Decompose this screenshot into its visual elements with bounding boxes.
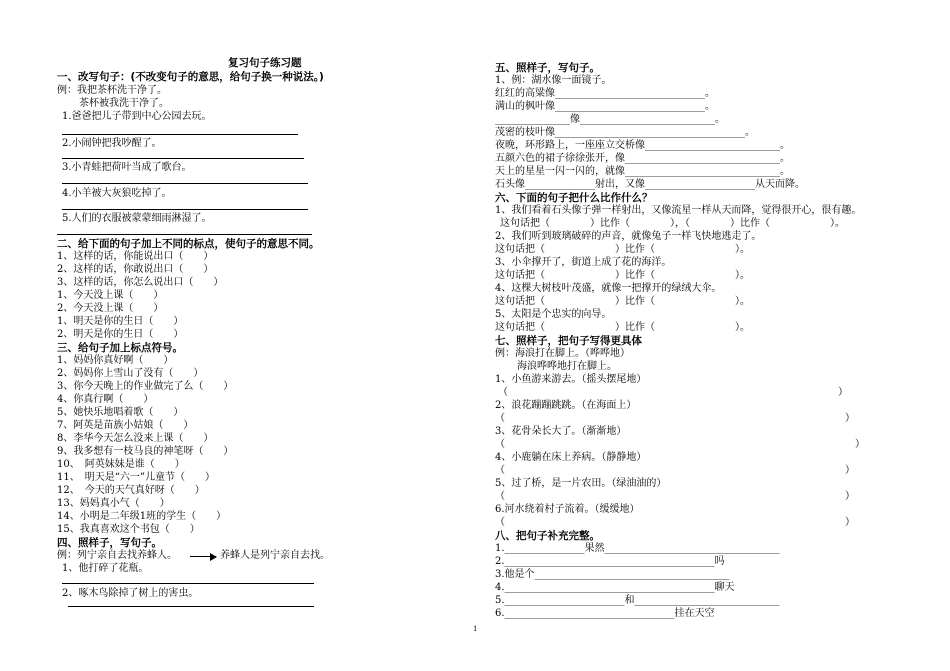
exercise-line: 这句话把（ ）比作（ ）。 [495, 296, 750, 307]
exercise-line: 1.爸爸把儿子带到中心公园去玩。 [62, 111, 212, 122]
exercise-line: 1、这样的话，你能说出口（ ） [57, 251, 214, 262]
exercise-line: 5、她快乐地唱着歌（ ） [57, 407, 184, 418]
section-heading: 五、照样子，写句子。 [495, 62, 600, 74]
arrow-icon [190, 556, 216, 557]
section-heading: 一、改写句子：(不改变句子的意思，给句子换一种说法。) [57, 71, 324, 83]
exercise-line: 10、 阿英妹妹是谁（ ） [57, 459, 185, 470]
exercise-line: 11、 明天是“六一”儿童节（ ） [57, 472, 215, 483]
section-heading: 四、照样子，写句子。 [57, 537, 162, 549]
exercise-line: 天上的星星一闪一闪的，就像_______________________________。 [495, 166, 790, 177]
exercise-line: 五颜六色的裙子徐徐张开，像_______________________________。 [495, 153, 790, 164]
exercise-line: 4、你真行啊（ ） [57, 394, 154, 405]
answer-line[interactable] [62, 583, 314, 584]
exercise-line: 红红的高粱像______________________________。 [495, 88, 715, 99]
answer-line[interactable] [62, 134, 298, 135]
exercise-line: 3、这样的话，你怎么说出口（ ） [57, 277, 224, 288]
exercise-line: 4.__________________________________________聊天 [495, 582, 735, 593]
exercise-line: 2、我们听到玻璃破碎的声音，就像兔子一样飞快地逃走了。 [495, 231, 762, 242]
exercise-line: 这句话把（ ）比作（ ）。 [495, 270, 750, 281]
exercise-line: （ ） [498, 387, 848, 398]
exercise-line: 例：列宁亲自去找养蜂人。 [57, 550, 177, 561]
exercise-line: 2、啄木鸟除掉了树上的害虫。 [62, 588, 199, 599]
exercise-line: 夜晚，环形路上，一座座立交桥像___________________________。 [495, 140, 790, 151]
exercise-line: 4.小羊被大灰狼吃掉了。 [62, 188, 172, 199]
exercise-line: 养蜂人是列宁亲自去找。 [220, 550, 330, 561]
answer-line[interactable] [62, 158, 304, 159]
exercise-line: 海浪哗哗地打在脚上。 [517, 361, 617, 372]
section-heading: 二、给下面的句子加上不同的标点，使句子的意思不同。 [57, 238, 320, 250]
exercise-line: 12、 今天的天气真好呀（ ） [57, 485, 205, 496]
exercise-line: 茶杯被我洗干净了。 [79, 98, 169, 109]
exercise-line: 这句话把（ ）比作（ ）。 [495, 244, 750, 255]
exercise-line: 9、我多想有一枝马良的神笔呀（ ） [57, 446, 234, 457]
exercise-line: 1、他打碎了花瓶。 [62, 563, 149, 574]
section-heading: 六、下面的句子把什么比作什么？ [495, 192, 653, 204]
exercise-line: 5.________________________和_____________________________ [495, 595, 780, 606]
answer-line[interactable] [62, 183, 308, 184]
exercise-line: （ ） [495, 491, 855, 502]
section-heading: 七、照样子，把句子写得更具体 [495, 335, 642, 347]
exercise-line: 茂密的枝叶像______________________________________。 [495, 127, 755, 138]
exercise-line: （ ） [495, 439, 865, 450]
exercise-line: 3、花骨朵长大了。（渐渐地） [495, 426, 627, 437]
exercise-line: 1、我们看着石头像子弹一样射出，又像流星一样从天而降，觉得很开心，很有趣。 [495, 205, 862, 216]
exercise-line: 8、李华今天怎么没来上课（ ） [57, 433, 214, 444]
exercise-line: 4、这棵大树枝叶茂盛，就像一把撑开的绿绒大伞。 [495, 283, 722, 294]
exercise-line: 7、阿英是苗族小姑娘（ ） [57, 420, 194, 431]
answer-line[interactable] [57, 234, 312, 235]
exercise-line: 满山的枫叶像______________________________。 [495, 101, 715, 112]
exercise-line: 5、太阳是个忠实的向导。 [495, 309, 612, 320]
answer-line[interactable] [68, 606, 314, 607]
exercise-line: 例：我把茶杯洗干净了。 [57, 85, 167, 96]
exercise-line: 2、妈妈你上雪山了没有（ ） [57, 368, 204, 379]
exercise-line: 1、明天是你的生日（ ） [57, 316, 184, 327]
section-heading: 八、把句子补充完整。 [495, 530, 600, 542]
exercise-line: 13、妈妈真小气（ ） [57, 498, 170, 509]
exercise-line: 2、明天是你的生日（ ） [57, 329, 184, 340]
exercise-line: 4、小鹿躺在床上养病。（静静地） [495, 452, 647, 463]
exercise-line: 3、你今天晚上的作业做完了么（ ） [57, 381, 234, 392]
answer-line[interactable] [62, 209, 308, 210]
section-heading: 三、给句子加上标点符号。 [57, 342, 183, 354]
exercise-line: 例：海浪打在脚上。（哗哗地） [495, 348, 630, 359]
exercise-line: （ ） [495, 517, 855, 528]
exercise-line: 3.他是个_______________________________________ [495, 569, 730, 580]
exercise-line: 14、小明是二年级1班的学生（ ） [57, 511, 227, 522]
exercise-line: 6.__________________________________挂在天空 [495, 608, 715, 619]
exercise-line: 2.小闹钟把我吵醒了。 [62, 138, 162, 149]
exercise-line: 5.人们的衣服被蒙蒙细雨淋湿了。 [62, 213, 212, 224]
exercise-line: 2、这样的话，你敢说出口（ ） [57, 264, 214, 275]
exercise-line: 这句话把（ ）比作（ ）。 [495, 322, 750, 333]
exercise-line: 这句话把（ ）比作（ ），（ ）比作（ ）。 [500, 218, 845, 229]
exercise-line: 1、例：湖水像一面镜子。 [495, 75, 612, 86]
exercise-line: 3.小青蛙把荷叶当成了歌台。 [62, 162, 192, 173]
exercise-line: 1、妈妈你真好啊（ ） [57, 355, 174, 366]
exercise-line: 6.河水绕着村子流着。（缓缓地） [495, 504, 640, 515]
exercise-line: 5、过了桥，是一片农田。（绿油油的） [495, 478, 667, 489]
exercise-line: 3、小伞撑开了，街道上成了花的海洋。 [495, 257, 672, 268]
page-number: 1 [473, 625, 478, 633]
exercise-line: （ ） [495, 465, 855, 476]
exercise-line: 1、小鱼游来游去。（摇头摆尾地） [495, 374, 647, 385]
exercise-line: 2、今天没上课（ ） [57, 303, 164, 314]
exercise-line: 1、今天没上课（ ） [57, 290, 164, 301]
exercise-line: 1.________________果然___________________________________ [495, 543, 780, 554]
exercise-line: 石头像______________射出，又像______________________从天而降。 [495, 179, 805, 190]
exercise-line: （ ） [495, 413, 855, 424]
exercise-line: 15、我真喜欢这个书包（ ） [57, 524, 200, 535]
page-title: 复习句子练习题 [228, 57, 302, 69]
exercise-line: _______________像___________________________。 [495, 114, 725, 125]
exercise-line: 2.__________________________________________吗 [495, 556, 725, 567]
exercise-line: 2、浪花蹦蹦跳跳。（在海面上） [495, 400, 637, 411]
